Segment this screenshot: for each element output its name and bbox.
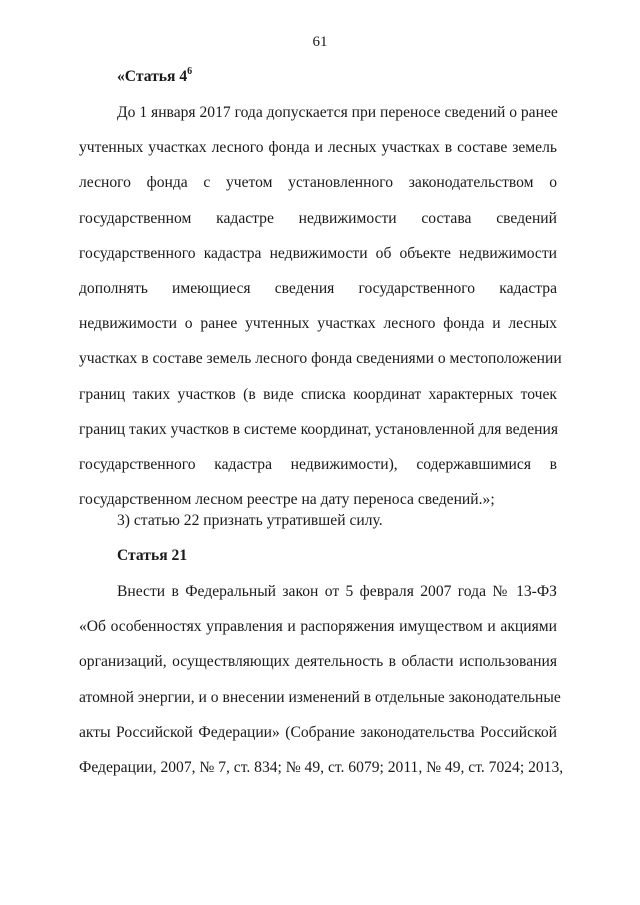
article-heading-superscript: 6	[187, 66, 193, 77]
paragraph-line: акты Российской Федерации» (Собрание законодательства Российской	[79, 723, 557, 741]
paragraph-line: До 1 января 2017 года допускается при переносе сведений о ранее	[117, 104, 558, 121]
article-21-paragraph	[79, 574, 564, 785]
paragraph-line: государственном кадастре недвижимости состава сведений	[79, 209, 557, 227]
paragraph-line: границ таких участков (в виде списка координат характерных точек	[79, 385, 557, 403]
article-21-heading: Статья 21	[117, 547, 188, 564]
article-heading-text: «Статья 4	[117, 68, 188, 86]
paragraph-line: Федерации, 2007, № 7, ст. 834; № 49, ст. 6079; 2011, № 49, ст. 7024; 2013,	[79, 758, 564, 776]
paragraph-line: учтенных участках лесного фонда и лесных участках в составе земель	[79, 139, 557, 157]
paragraph-line: границ таких участков в системе координат, установленной для ведения	[79, 420, 559, 438]
paragraph-line: государственного кадастра недвижимости), содержавшимися в	[79, 455, 557, 473]
paragraph-line: организаций, осуществляющих деятельность в области использования	[79, 653, 557, 671]
paragraph-line: атомной энергии, и о внесении изменений в отдельные законодательные	[79, 688, 561, 706]
article-4-6-paragraph	[79, 95, 562, 517]
paragraph-line: участках в составе земель лесного фонда сведениями о местоположении	[79, 350, 562, 368]
paragraph-line: Внести в Федеральный закон от 5 февраля 2007 года № 13-ФЗ	[117, 583, 557, 600]
page-number: 61	[312, 34, 328, 50]
paragraph-line: недвижимости о ранее учтенных участках лесного фонда и лесных	[79, 315, 557, 333]
paragraph-line: дополнять имеющиеся сведения государственного кадастра	[79, 279, 557, 297]
paragraph-line: государственного кадастра недвижимости об объекте недвижимости	[79, 244, 557, 262]
paragraph-line: государственном лесном реестре на дату переноса сведений.»;	[79, 491, 495, 509]
paragraph-line: лесного фонда с учетом установленного законодательством о	[79, 174, 557, 192]
paragraph-line: «Об особенностях управления и распоряжения имуществом и акциями	[79, 618, 557, 636]
article-heading	[117, 67, 192, 86]
list-item-3: 3) статью 22 признать утратившей силу.	[117, 512, 383, 529]
